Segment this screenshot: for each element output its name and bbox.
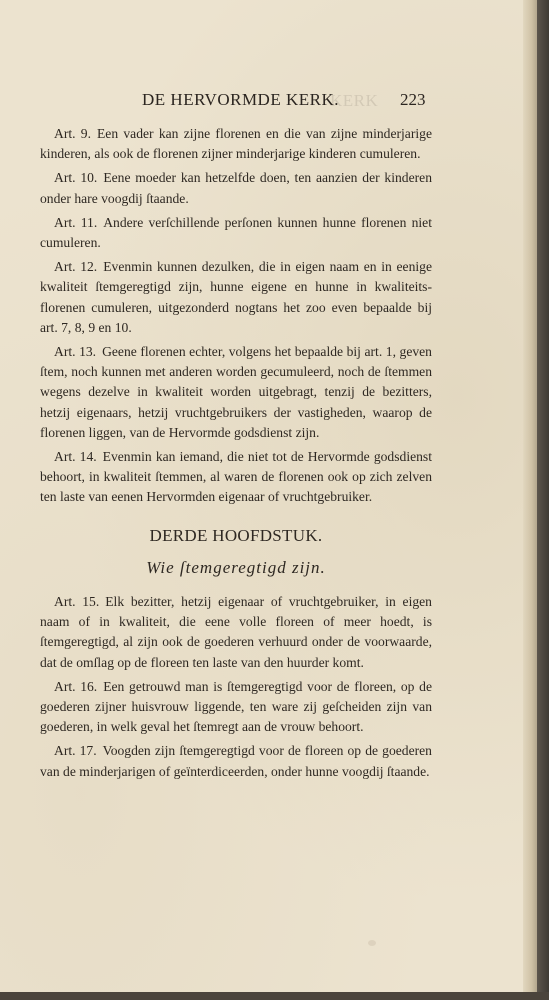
article-number: Art. 12. bbox=[54, 259, 98, 275]
article-text: Evenmin kan iemand, die niet tot de Hervormde godsdienst behoort, in kwaliteit ſtemmen, al waren de florenen ook op zich zelven ten laste van eenen Hervormden eigenaar of vruchtgebruiker. bbox=[40, 449, 432, 505]
article-paragraph bbox=[40, 342, 432, 443]
article-paragraph bbox=[40, 257, 432, 338]
article-paragraph bbox=[40, 741, 432, 781]
article-number: Art. 17. bbox=[54, 743, 97, 759]
article-number: Art. 10. bbox=[54, 170, 98, 186]
bleed-through-text: KERK bbox=[330, 91, 379, 110]
page-header bbox=[0, 90, 537, 114]
article-text: Eene moeder kan hetzelfde doen, ten aanzien der kinderen onder hare voogdij ſtaande. bbox=[40, 170, 432, 206]
article-paragraph bbox=[40, 168, 432, 208]
article-paragraph bbox=[40, 592, 432, 673]
article-number: Art. 14. bbox=[54, 449, 97, 465]
article-number: Art. 11. bbox=[54, 214, 98, 230]
article-paragraph bbox=[40, 677, 432, 738]
article-text: Voogden zijn ſtemgeregtigd voor de floreen op de goederen van de minderjarigen of geïnterdiceerden, onder hunne voogdij ſtaande. bbox=[40, 743, 432, 779]
body-text bbox=[40, 124, 432, 786]
article-text: Andere verſchillende perſonen kunnen hunne florenen niet cumuleren. bbox=[40, 214, 432, 251]
article-number: Art. 16. bbox=[54, 678, 98, 694]
page-edge bbox=[523, 0, 537, 992]
paper-stain bbox=[368, 940, 376, 946]
chapter-subtitle: Wie ſtemgeregtigd zijn. bbox=[146, 557, 326, 577]
article-text: Elk bezitter, hetzij eigenaar of vruchtgebruiker, in eigen naam of in kwaliteit, die eene volle floreen of meer hoedt, is ſtemgeregtigd, al zijn ook de goederen verhuurd onder de voorwaarde, dat de omſlag op de floreen ten laste van den huurder komt. bbox=[40, 594, 432, 670]
running-head: DE HERVORMDE KERK. bbox=[142, 90, 339, 109]
article-paragraph bbox=[40, 447, 432, 508]
article-text: Evenmin kunnen dezulken, die in eigen naam en in eenige kwaliteit ſtemgeregtigd zijn, hunne eigene en hunne in kwaliteits-florenen cumuleren, uitgezonderd nogtans het zoo even bepaalde bij art. 7, 8, 9 en 10. bbox=[40, 259, 432, 335]
article-paragraph bbox=[40, 213, 432, 253]
article-number: Art. 9. bbox=[54, 126, 91, 141]
article-text: Een vader kan zijne florenen en die van zijne minderjarige kinderen, als ook de florenen zijner minderjarige kinderen cumuleren. bbox=[40, 126, 432, 162]
article-paragraph bbox=[40, 124, 432, 164]
article-text: Een getrouwd man is ſtemgeregtigd voor de floreen, op de goederen zijner huisvrouw liggende, ten ware zij geſcheiden zijn van goederen, in welk geval het ſtemregt aan de vrouw behoort. bbox=[40, 678, 432, 735]
chapter-title: DERDE HOOFDSTUK. bbox=[149, 525, 323, 545]
scan-border-right bbox=[537, 0, 549, 1000]
article-number: Art. 13. bbox=[54, 344, 97, 360]
scan-border-bottom bbox=[0, 992, 549, 1000]
page-number: 223 bbox=[400, 90, 426, 109]
article-text: Geene florenen echter, volgens het bepaalde bij art. 1, geven ſtem, noch kunnen met anderen worden gecumuleerd, noch de ſtemmen wegens dezelve in kwaliteit worden uitgebragt, tenzij de bezitters, hetzij eigenaars, hetzij vruchtgebruikers der vastigheden, waarop de florenen liggen, van de Hervormde godsdienst zijn. bbox=[40, 344, 432, 440]
article-number: Art. 15. bbox=[54, 594, 100, 610]
